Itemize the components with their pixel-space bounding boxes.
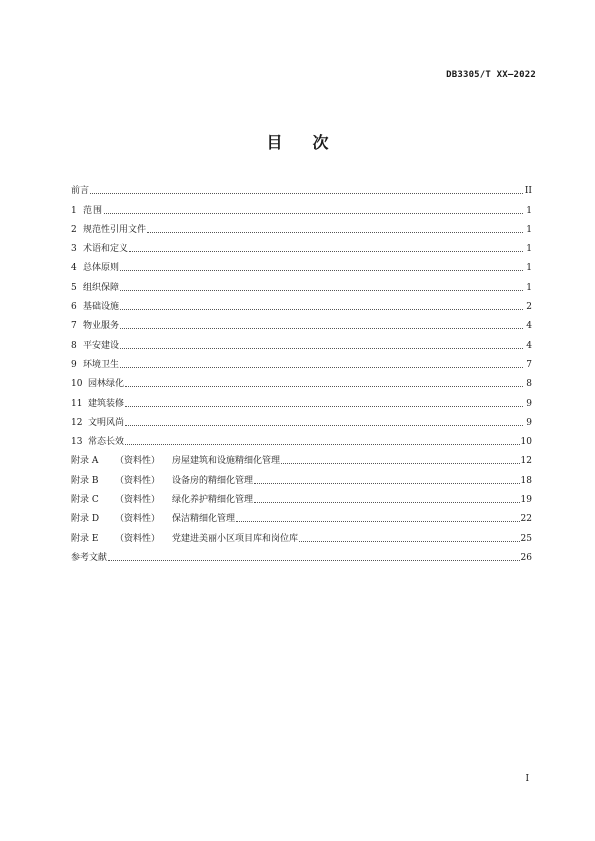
toc-number: 1 [71,205,77,216]
toc-leader [108,559,520,561]
toc-leader [129,250,523,252]
toc-leader [125,385,523,387]
toc-entry-appendix-e[interactable] [71,525,532,544]
toc-entry-appendix-d[interactable] [71,506,532,525]
toc-page: 10 [520,437,532,448]
toc-leader [147,231,523,233]
toc-leader [125,405,523,407]
table-of-contents [71,178,532,564]
toc-label: 环境卫生 [83,359,120,370]
toc-page: II [524,186,532,197]
toc-leader [236,520,520,522]
toc-entry-appendix-b[interactable] [71,467,532,486]
document-code: DB3305/T XX—2022 [446,70,536,80]
toc-page: 19 [520,495,532,506]
toc-appendix-note: （资料性） [115,514,161,525]
toc-page: 1 [526,224,532,235]
toc-label: 文明风尚 [88,417,125,428]
page-number: I [525,774,529,784]
toc-leader [125,443,520,445]
toc-label: 园林绿化 [88,379,125,390]
toc-entry-section-6[interactable] [71,294,532,313]
toc-entry-section-4[interactable] [71,255,532,274]
toc-appendix-note: （资料性） [115,475,161,486]
toc-label: 设备房的精细化管理 [172,475,254,486]
toc-entry-references[interactable] [71,545,532,564]
toc-label: 组织保障 [83,282,120,293]
toc-entry-section-3[interactable] [71,236,532,255]
toc-leader [120,289,523,291]
toc-appendix-note: （资料性） [115,495,161,506]
toc-leader [125,424,523,426]
toc-number: 附录 B [71,475,99,486]
toc-number: 附录 D [71,514,100,525]
toc-leader [90,192,523,194]
toc-number: 11 [71,398,83,409]
toc-page: 1 [526,282,532,293]
toc-entry-section-13[interactable] [71,429,532,448]
toc-entry-section-9[interactable] [71,352,532,371]
toc-page: 22 [520,514,532,525]
toc-page: 26 [520,552,532,563]
toc-label: 基础设施 [83,302,120,313]
toc-entry-section-8[interactable] [71,332,532,351]
toc-number: 附录 C [71,495,99,506]
toc-page: 9 [526,417,532,428]
toc-entry-section-11[interactable] [71,390,532,409]
toc-appendix-note: （资料性） [115,533,161,544]
toc-leader [120,366,523,368]
toc-page: 4 [526,340,532,351]
toc-leader [281,462,520,464]
toc-leader [120,308,523,310]
toc-label: 常态长效 [88,437,125,448]
toc-entry-section-5[interactable] [71,274,532,293]
toc-leader [120,327,523,329]
toc-number: 4 [71,263,77,274]
toc-label: 绿化养护精细化管理 [172,495,254,506]
title-char-2: 次 [312,133,329,152]
toc-number: 附录 A [71,456,99,467]
toc-label: 平安建设 [83,340,120,351]
toc-entry-section-2[interactable] [71,217,532,236]
toc-label: 规范性引用文件 [83,224,147,235]
toc-number: 2 [71,224,77,235]
title-char-1: 目 [266,133,283,152]
toc-label: 物业服务 [83,321,120,332]
toc-entry-section-10[interactable] [71,371,532,390]
toc-number: 附录 E [71,533,99,544]
toc-leader [120,347,523,349]
toc-page: 4 [526,321,532,332]
toc-entry-section-12[interactable] [71,410,532,429]
toc-page: 25 [520,533,532,544]
toc-page: 2 [526,302,532,313]
toc-entry-appendix-a[interactable] [71,448,532,467]
toc-label: 房屋建筑和设施精细化管理 [172,456,281,467]
toc-leader [120,269,523,271]
toc-label: 范围 [83,205,104,216]
page-title [0,130,595,153]
toc-number: 3 [71,244,77,255]
toc-page: 8 [526,379,532,390]
toc-label: 参考文献 [71,552,108,563]
toc-appendix-note: （资料性） [115,456,161,467]
toc-page: 1 [526,263,532,274]
toc-page: 7 [526,359,532,370]
toc-entry-section-7[interactable] [71,313,532,332]
toc-number: 12 [71,417,83,428]
toc-number: 6 [71,302,77,313]
toc-leader [299,540,520,542]
toc-entry-preface[interactable] [71,178,532,197]
toc-label: 建筑装修 [88,398,125,409]
toc-number: 8 [71,340,77,351]
toc-leader [254,501,520,503]
toc-number: 9 [71,359,77,370]
toc-number: 5 [71,282,77,293]
toc-entry-appendix-c[interactable] [71,487,532,506]
toc-label: 保洁精细化管理 [172,514,236,525]
toc-label: 术语和定义 [83,244,129,255]
toc-page: 18 [520,475,532,486]
toc-label: 党建进美丽小区项目库和岗位库 [172,533,299,544]
toc-entry-section-1[interactable] [71,197,532,216]
toc-number: 13 [71,437,83,448]
toc-leader [104,212,523,214]
toc-label: 前言 [71,186,90,197]
toc-page: 9 [526,398,532,409]
toc-page: 1 [526,244,532,255]
toc-number: 10 [71,379,83,390]
toc-number: 7 [71,321,77,332]
toc-page: 12 [520,456,532,467]
toc-leader [254,482,520,484]
toc-label: 总体原则 [83,263,120,274]
toc-page: 1 [526,205,532,216]
